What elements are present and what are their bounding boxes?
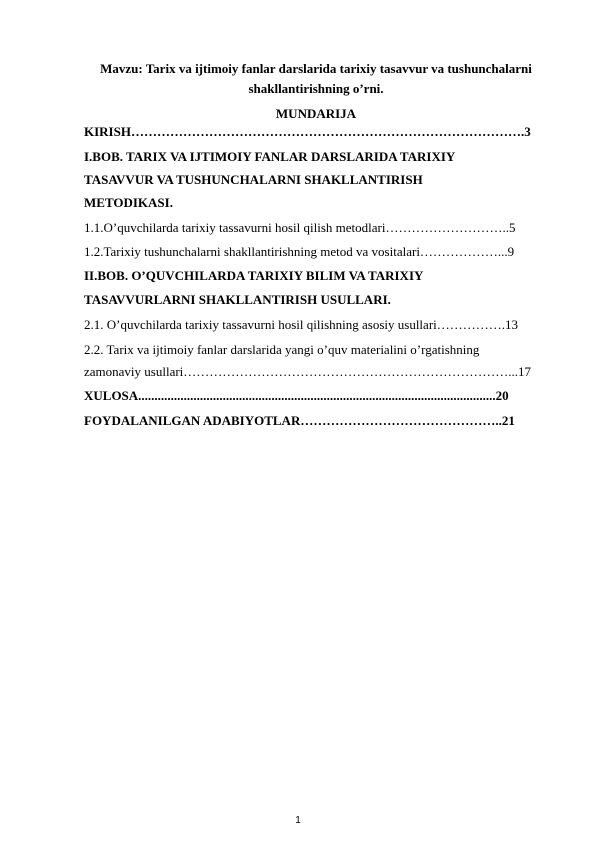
toc-entry-conclusion: XULOSA..............................................................................................................20 (84, 388, 509, 403)
toc-entry-1-2: 1.2.Tarixiy tushunchalarni shakllantirishning metod va vositalari………………...9 (84, 244, 515, 259)
toc-chapter-1-line-3: METODIKASI. (84, 195, 173, 210)
title-line-2: shakllantirishning o’rni. (248, 81, 384, 96)
toc-entry-2-1: 2.1. O’quvchilarda tarixiy tassavurni hosil qilishning asosiy usullari…………….13 (84, 317, 519, 332)
toc-entry-2-2-line-1: 2.2. Tarix va ijtimoiy fanlar darslarida yangi o’quv materialini o’rgatishning (84, 342, 480, 357)
title-line-1: Mavzu: Tarix va ijtimoiy fanlar darslarida tarixiy tasavvur va tushunchalarni (100, 61, 532, 76)
toc-entry-1-1: 1.1.O’quvchilarda tarixiy tassavurni hosil qilish metodlari………………………..5 (84, 220, 516, 235)
page-number: 1 (295, 815, 301, 826)
toc-chapter-1-line-1: I.BOB. TARIX VA IJTIMOIY FANLAR DARSLARIDA TARIXIY (84, 149, 456, 164)
toc-chapter-1-line-2: TASAVVUR VA TUSHUNCHALARNI SHAKLLANTIRISH (84, 172, 423, 187)
toc-chapter-2-line-2: TASAVVURLARNI SHAKLLANTIRISH USULLARI. (84, 292, 391, 307)
toc-heading: MUNDARIJA (275, 106, 357, 121)
toc-entry-intro: KIRISH……………………………………………………………………………….3 (84, 124, 531, 139)
toc-chapter-2-line-1: II.BOB. O’QUVCHILARDA TARIXIY BILIM VA TARIXIY (84, 268, 424, 283)
toc-entry-2-2-line-2: zamonaviy usullari…………………………………………………………………...17 (84, 364, 532, 379)
toc-entry-references: FOYDALANILGAN ADABIYOTLAR………………………………………..21 (84, 413, 515, 428)
